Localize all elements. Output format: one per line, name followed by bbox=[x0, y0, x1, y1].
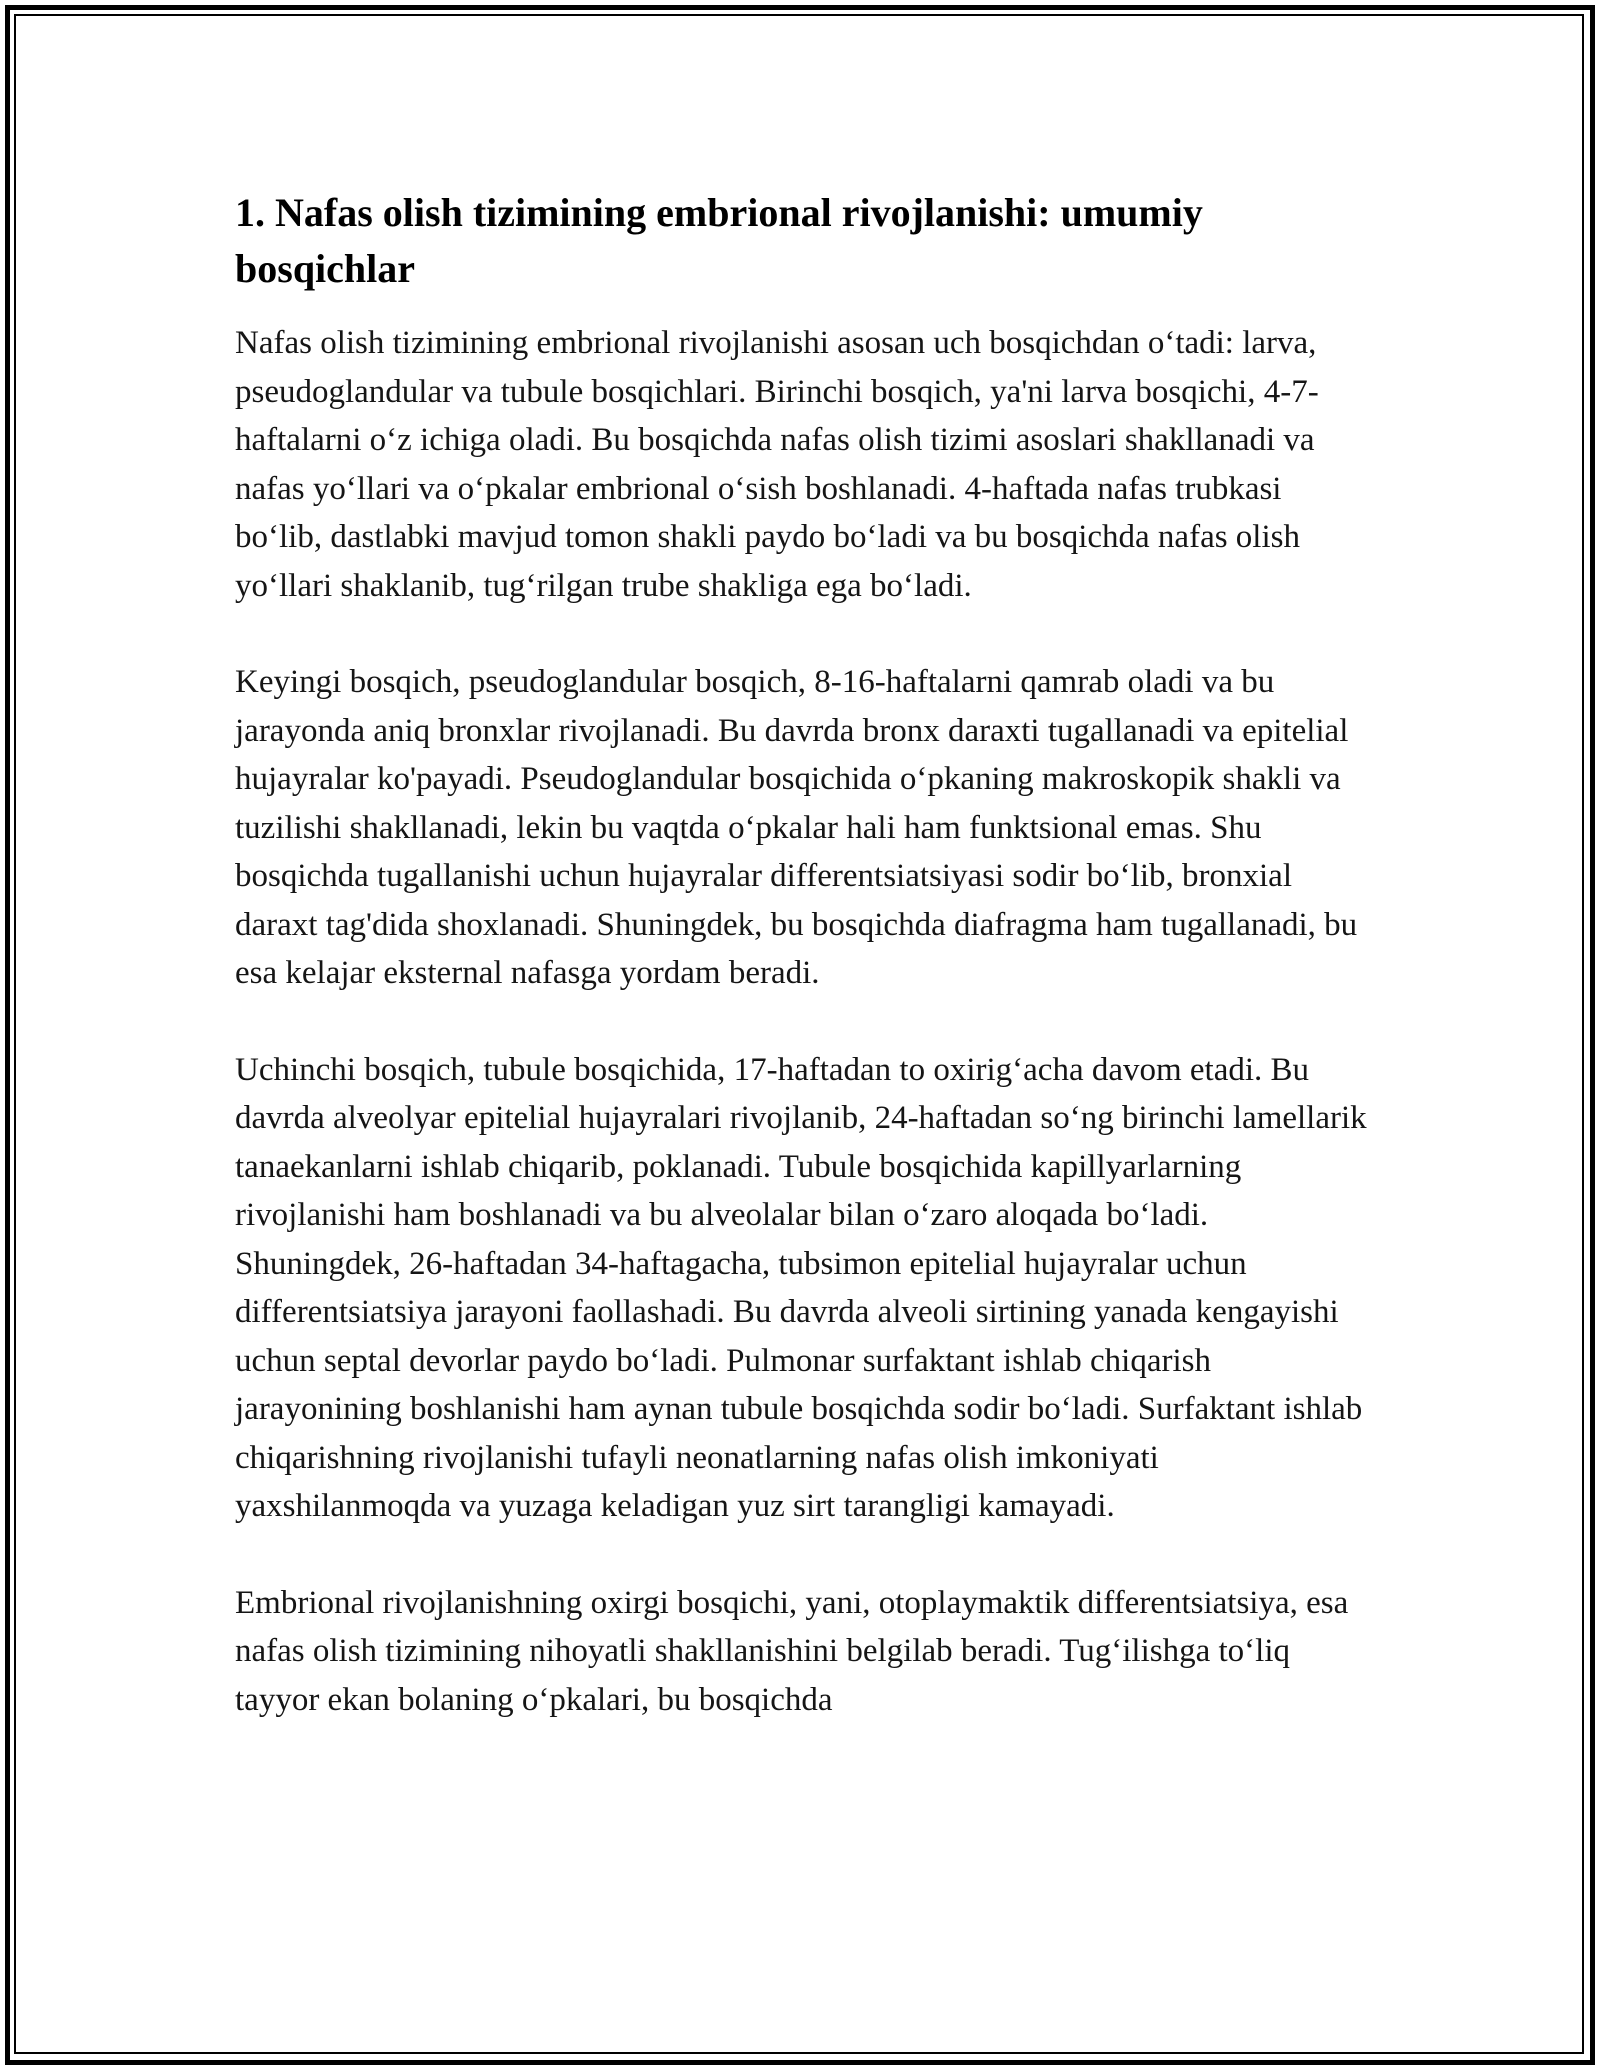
paragraph-3: Uchinchi bosqich, tubule bosqichida, 17-haftadan to oxirig‘acha davom etadi. Bu davrda alveolyar epitelial hujayralari rivojlanib, 24-haftadan so‘ng birinchi lamellarik tanaekanlarni ishlab chiqarib, poklanadi. Tubule bosqichida kapillyarlarning rivojlanishi ham boshlanadi va bu alveolalar bilan o‘zaro aloqada bo‘ladi. Shuningdek, 26-haftadan 34-haftagacha, tubsimon epitelial hujayralar uchun differentsiatsiya jarayoni faollashadi. Bu davrda alveoli sirtining yanada kengayishi uchun septal devorlar paydo bo‘ladi. Pulmonar surfaktant ishlab chiqarish jarayonining boshlanishi ham aynan tubule bosqichda sodir bo‘ladi. Surfaktant ishlab chiqarishning rivojlanishi tufayli neonatlarning nafas olish imkoniyati yaxshilanmoqda va yuzaga keladigan yuz sirt tarangligi kamayadi. bbox=[235, 1051, 1367, 1524]
paragraph-4: Embrional rivojlanishning oxirgi bosqichi, yani, otoplaymaktik differentsiatsiya, esa nafas olish tizimining nihoyatli shakllanishini belgilab beradi. Tug‘ilishga to‘liq tayyor ekan bolaning o‘pkalari, bu bosqichda bbox=[235, 1584, 1349, 1718]
document-body bbox=[235, 185, 1375, 1772]
paragraph-1: Nafas olish tizimining embrional rivojlanishi asosan uch bosqichdan o‘tadi: larva, pseudoglandular va tubule bosqichlari. Birinchi bosqich, ya'ni larva bosqichi, 4-7-haftalarni o‘z ichiga oladi. Bu bosqichda nafas olish tizimi asoslari shakllanadi va nafas yo‘llari va o‘pkalar embrional o‘sish boshlanadi. 4-haftada nafas trubkasi bo‘lib, dastlabki mavjud tomon shakli paydo bo‘ladi va bu bosqichda nafas olish yo‘llari shaklanib, tug‘rilgan trube shakliga ega bo‘ladi. bbox=[235, 325, 1319, 604]
paragraph-2: Keyingi bosqich, pseudoglandular bosqich, 8-16-haftalarni qamrab oladi va bu jarayonda aniq bronxlar rivojlanadi. Bu davrda bronx daraxti tugallanadi va epitelial hujayralar ko'payadi. Pseudoglandular bosqichida o‘pkaning makroskopik shakli va tuzilishi shakllanadi, lekin bu vaqtda o‘pkalar hali ham funktsional emas. Shu bosqichda tugallanishi uchun hujayralar differentsiatsiyasi sodir bo‘lib, bronxial daraxt tag'dida shoxlanadi. Shuningdek, bu bosqichda diafragma ham tugallanadi, bu esa kelajar eksternal nafasga yordam beradi. bbox=[235, 664, 1358, 991]
section-title: 1. Nafas olish tizimining embrional rivojlanishi: umumiy bosqichlar bbox=[235, 190, 1203, 291]
